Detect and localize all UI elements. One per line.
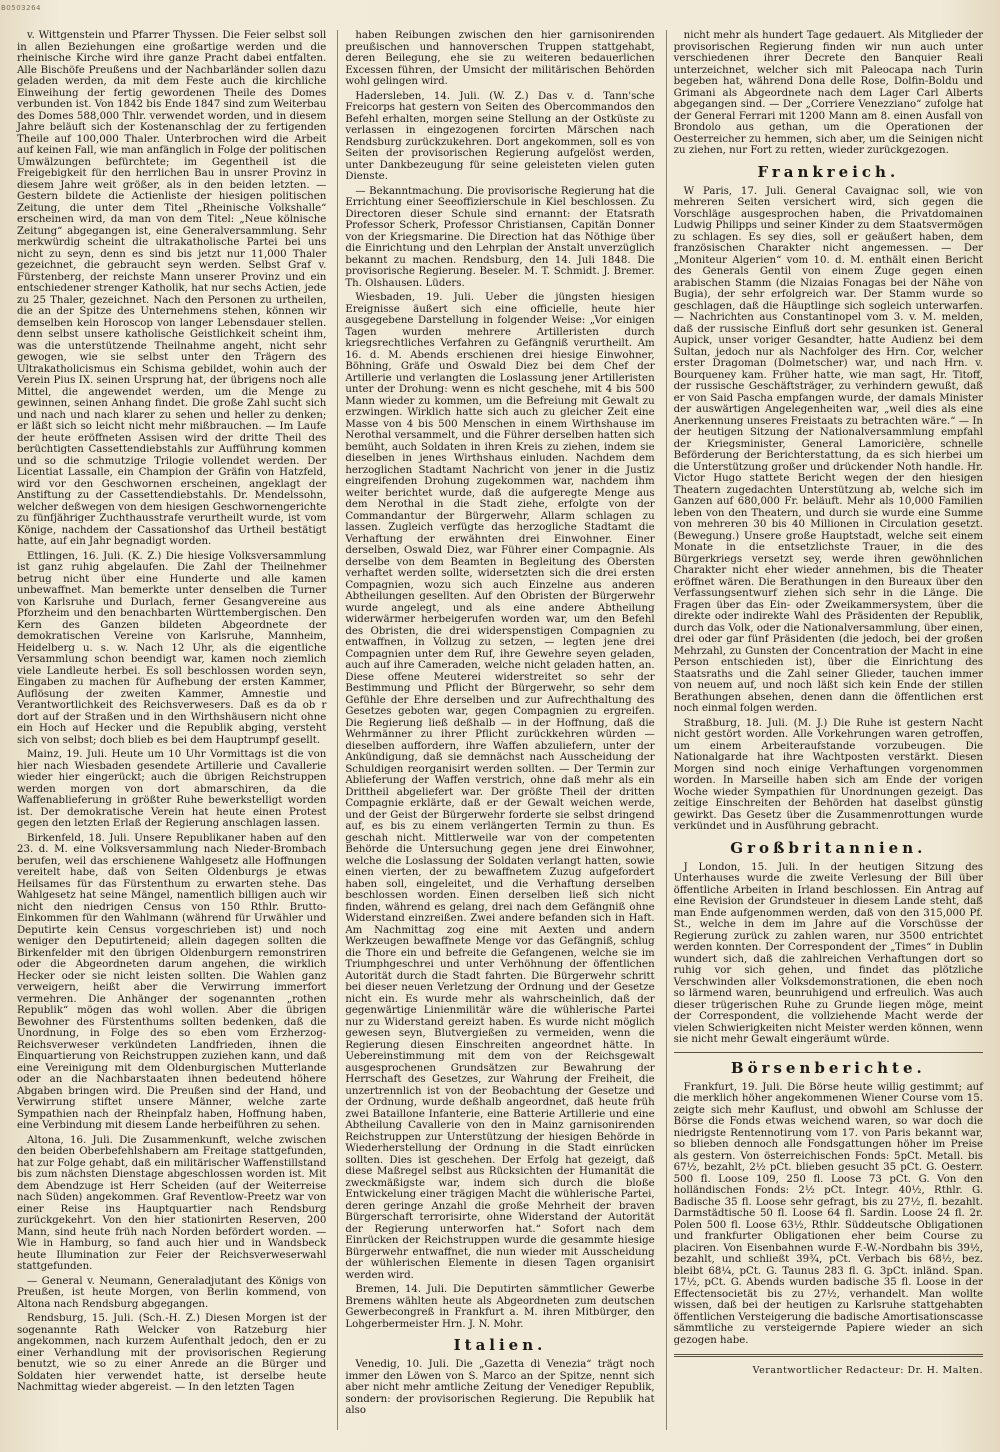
section-divider	[674, 1052, 983, 1053]
column-1	[14, 30, 329, 1430]
section-heading: Frankreich.	[757, 162, 900, 181]
article-paragraph: Birkenfeld, 18. Juli. Unsere Republikaner haben auf den 23. d. M. eine Volksversammlung nach Nieder-Brombach berufen, weil das erschienene Wahlgesetz alle Hoffnungen vereitelt habe, daß von Seiten Oldenburgs je etwas Heilsames für das Fürstenthum zu erwarten stehe. Das Wahlgesetz hat seine Mängel, namentlich billigen auch wir nicht den niedrigen Census von 150 Rthlr. Brutto-Einkommen für den Wahlmann (während für Urwähler und Deputirte kein Census vorgeschrieben ist) und noch weniger den Deputirteneid; allein dagegen sollten die Birkenfelder mit den übrigen Oldenburgern remonstriren oder die Abgeordneten darum angehen, die wirklich Hecker oder sie nicht leisten sollten. Die Wahlen ganz verweigern, heißt aber die Verwirrung immerfort vermehren. Die Anhänger der sogenannten „rothen Republik“ mögen das wohl wollen. Aber die übrigen Bewohner des Fürstenthums sollten bedenken, daß die Unordnung, in Folge des so eben vom Erzherzog-Reichsverweser verkündeten Landfrieden, ihnen die Einquartierung von Reichstruppen zuziehen kann, und daß eine Vereinigung mit dem Oldenburgischen Mutterlande oder an die Nachbarstaaten ihnen bedeutend höhere Abgaben bringen wird. Die Preußen sind der Hand, und Verwirrung stiftet unsere Männer, welche zarte Sympathien nach der Rheinpfalz haben, Hoffnung haben, eine Verbindung mit diesem Lande herbeiführen zu sehen.	[17, 832, 327, 1131]
section-heading: Italien.	[453, 1336, 547, 1354]
archive-stamp: B0503264	[1, 4, 41, 12]
column-3	[666, 30, 986, 1430]
article-paragraph: Venedig, 10. Juli. Die „Gazetta di Venezia“ trägt noch immer den Löwen von S. Marco an der Spitze, nennt sich aber nicht mehr amtliche Zeitung der Venediger Republik, sondern: der provisorischen Regierung. Die Republik hat also	[345, 1359, 655, 1416]
editor-credit: Verantwortlicher Redacteur: Dr. H. Malten.	[752, 1365, 983, 1376]
article-paragraph: Wiesbaden, 19. Juli. Ueber die jüngsten hiesigen Ereignisse äußert sich eine officielle, heute hier ausgegebene Darstellung in folgender Weise: „Vor einigen Tagen wurden mehrere Artilleristen durch kriegsrechtliches Verfahren zu Gefängniß verurtheilt. Am 16. d. M. Abends erschienen drei hiesige Einwohner, Böhning, Gräfe und Oswald Diez bei dem Chef der Artillerie und verlangten die Loslassung jener Artilleristen unter der Drohung: wenn es nicht geschehe, mit 4 bis 500 Mann wieder zu kommen, um die Befreiung mit Gewalt zu erzwingen. Wirklich hatte sich auch zu gleicher Zeit eine Masse von 4 bis 500 Menschen in einem Wirthshause im Nerothal versammelt, und die Führer derselben hatten sich bemüht, auch Soldaten in ihren Kreis zu ziehen, indem sie dieselben in jenes Wirthshaus einluden. Nachdem dem herzoglichen Stadtamt Nachricht von jener in die Justiz eingreifenden Drohung zugekommen war, nachdem ihm weiter berichtet wurde, daß die aufgeregte Menge aus dem Nerothal in die Stadt ziehe, erfolgte von der Commandantur der Bürgerwehr, Allarm schlagen zu lassen. Zugleich verfügte das herzogliche Stadtamt die Verhaftung der erwähnten drei Einwohner. Einer derselben, Oswald Diez, war Führer einer Compagnie. Als derselbe von dem Beamten in Begleitung des Obersten verhaftet werden sollte, widersetzten sich die drei ersten Compagnien, wozu sich auch Einzelne aus anderen Abtheilungen gesellten. Auf den Obristen der Bürgerwehr wurde angelegt, und als eine andere Abtheilung widerwärmer herbeigerufen worden war, um den Befehl des Obristen, die drei widerspenstigen Compagnien zu entwaffnen, in Vollzug zu setzen, — legten jene drei Compagnien unter dem Ruf, ihre Gewehre seyen geladen, auch auf ihre Cameraden, welche nicht geladen hatten, an. Diese offene Meuterei widerstreitet so sehr der Bestimmung und Pflicht der Bürgerwehr, so sehr dem Gefühle der Ehre derselben und zur Aufrechthaltung des Gesetzes geboten war, gegen Compagnien zu ergreifen. Die Regierung ließ deßhalb — in der Hoffnung, daß die Wehrmänner zu ihrer Pflicht zurückkehren würden — dieselben auffordern, ihre Waffen abzuliefern, unter der Ankündigung, daß sie demnächst nach Ausscheidung der Schuldigen reorganisirt werden sollten. — Der Termin zur Ablieferung der Waffen verstrich, ohne daß mehr als ein Drittheil abgeliefert war. Der größte Theil der dritten Compagnie erklärte, daß er der Gewalt weichen werde, und der Geist der Bürgerwehr forderte sie selbst dringend auf, es bis zu einem verlängerten Termin zu thun. Es geschah nicht. Mittlerweile war von der competenten Behörde die Untersuchung gegen jene drei Einwohner, welche die Loslassung der Soldaten verlangt hatten, sowie einen vierten, der zu bewaffnetem Zuzug aufgefordert haben soll, eingeleitet, und die Verhaftung derselben beschlossen worden. Einen derselben ließ sich nicht finden, während es gelang, drei nach dem Gefängniß ohne Widerstand einzreißen. Zwei andere befanden sich in Haft. Am Nachmittag zog eine mit Aexten und andern Werkzeugen bewaffnete Menge vor das Gefängniß, schlug die Thore ein und befreite die Gefangenen, welche sie im Triumphgeschrei und unter Verhöhnung der öffentlichen Autorität durch die Stadt fahrten. Die Bürgerwehr schritt bei dieser neuen Verletzung der Ordnung und der Gesetze nicht ein. Es wurde mehr als wahrscheinlich, daß der gegenwärtige Linienmilitär wäre die wühlerische Partei nur zu Widerstand gereizt haben. Es wurde nicht möglich gewesen seyn, Blutvergießen zu vermeiden, wenn die Regierung diesen Einschreiten angeordnet hätte. In Uebereinstimmung mit dem von der Reichsgewalt ausgesprochenen Grundsätzen zur Bewahrung der Herrschaft des Gesetzes, zur Wahrung der Freiheit, die unzertrennlich ist von der Beobachtung der Gesetze und der Ordnung, wurde deßhalb angeordnet, daß heute früh zwei Bataillone Infanterie, eine Batterie Artillerie und eine Abtheilung Cavallerie von den in Mainz garnisonirenden Reichstruppen zur Unterstützung der hiesigen Behörde in Wiederherstellung der Ordnung in die Stadt einrücken sollten. Dies ist geschehen. Der Erfolg hat gezeigt, daß diese Maßregel selbst aus Rücksichten der Humanität die zweckmäßigste war, indem sich durch die bloße Entwickelung einer trägigen Macht die wühlerische Partei, deren geringe Anzahl die große Mehrheit der braven Bürgerschaft terrorisirte, ohne Widerstand der Autorität der Regierung unterworfen hat.“ Sofort nach dem Einrücken der Reichstruppen wurde die gesammte hiesige Bürgerwehr entwaffnet, die nun wieder mit Ausscheidung der wühlerischen Elemente in diesen Tagen organisirt werden wird.	[345, 292, 655, 1281]
article-paragraph: Ettlingen, 16. Juli. (K. Z.) Die hiesige Volksversammlung ist ganz ruhig abgelaufen. Die Zahl der Theilnehmer betrug nicht über eine Hunderte und alle kamen unbewaffnet. Man bemerkte unter denselben die Turner von Karlsruhe und Durlach, ferner Gesangvereine aus Pforzheim und den benachbarten Württembergischen. Den Kern des Ganzen bildeten Abgeordnete der demokratischen Vereine von Karlsruhe, Mannheim, Heidelberg u. s. w. Nach 12 Uhr, als die eigentliche Versammlung schon beendigt war, kamen noch ziemlich viele Landleute herbei. Es soll beschlossen worden seyn, Eingaben zu machen für Aufhebung der ersten Kammer, Auflösung der zweiten Kammer, Amnestie und Verantwortlichkeit des Reichsverwesers. Daß es da ob r dort auf der Straßen und in den Wirthshäusern nicht ohne ein Hoch auf Hecker und die Republik abging, versteht sich von selbst; doch blieb es bei dem Hauptrumpf gesellt.	[17, 550, 327, 746]
article-paragraph: Frankfurt, 19. Juli. Die Börse heute willig gestimmt; auf die merklich höher angekommenen Wiener Course vom 15. zeigte sich mehr Kauflust, und obwohl am Schlusse der Börse die Fonds etwas weichend waren, so war doch die niedrigste Rentennotirung vom 17. von Paris bekannt war, so blieben dennoch alle Fondsgattungen höher im Preise als gestern. Von österreichischen Fonds: 5pCt. Metall. bis 67½, bezahlt, 2½ pCt. blieben gesucht 35 pCt. G. Oesterr. 500 fl. Loose 109, 250 fl. Loose 73 pCt. G. Von den holländischen Fonds: 2½ pCt. Integr. 40½, Rthlr. G. Badische 35 fl. Loose sehr gefragt, bis zu 27½, fl. bezahlt. Darmstädtische 50 fl. Loose 64 fl. Sardin. Loose 24 fl. 2r. Polen 500 fl. Loose 63½, Rthlr. Süddeutsche Obligationen und frankfurter Obligationen eher beim Course zu placiren. Von Eisenbahnen wurde F.-W.-Nordbahn bis 39½, bezahlt, und schließt 39¾, pCt. Verbach bis 68½, bez. bleibt 68¼, pCt. G. Taunus 283 fl. G. 3pCt. inländ. Span. 17½, pCt. G. Abends wurden badische 35 fl. Loose in der Effectensocietät bis zu 27½, verhandelt. Man wollte wissen, daß bei der heutigen zu Karlsruhe stattgehabten öffentlichen Versteigerung die badische Amortisationscasse sämmtliche zu versteigernde Papiere wieder an sich gezogen habe.	[673, 1081, 983, 1346]
article-paragraph: — General v. Neumann, Generaladjutant des Königs von Preußen, ist heute Morgen, von Berlin kommend, von Altona nach Rendsburg abgegangen.	[17, 1275, 327, 1310]
article-paragraph: Altona, 16. Juli. Die Zusammenkunft, welche zwischen den beiden Oberbefehlshabern am Freitage stattgefunden, hat zur Folge gehabt, daß ein militärischer Waffenstillstand bis zum nächsten Dienstage abgeschlossen worden ist. Mit dem Abendzuge ist Herr Scheiden (auf der Weiterreise nach Süden) angekommen. Graf Reventlow-Preetz war von einer Reise ins Hauptquartier nach Rendsburg zurückgekehrt. Von den hier stationirten Reserven, 200 Mann, sind heute früh nach Norden befördert worden. — Wie in Hamburg, so fand auch hier und in Wandsbeck heute Illumination zur Feier der Reichsverweserwahl stattgefunden.	[17, 1134, 327, 1272]
article-paragraph: J London, 15. Juli. In der heutigen Sitzung des Unterhauses wurde die zweite Verlesung der Bill über öffentliche Arbeiten in Irland beschlossen. Ein Antrag auf eine Revision der Grundsteuer in diesem Lande steht, daß man Ende aufgenommen werden, daß von den 315,000 Pf. St., welche in dem im Jahre auf die Vorschüsse der Regierung zurück zu zahlen waren, nur 3500 entrichtet werden konnten. Der Correspondent der „Times“ in Dublin wundert sich, daß die zahlreichen Verhaftungen dort so ruhig vor sich gehen, und findet das plötzliche Verschwinden aller Volksdemonstrationen, die eben noch so lärmend waren, beunruhigend und erfreulich. Was auch dieser trügerischen Ruhe zu Grunde liegen möge, meint der Correspondent, die vollziehende Macht werde der vielen Schwierigkeiten nicht Meister werden können, wenn sie nicht mehr Gewalt eingeräumt würde.	[673, 861, 983, 1045]
article-paragraph: Hadersleben, 14. Juli. (W. Z.) Das v. d. Tann'sche Freicorps hat gestern von Seiten des Obercommandos den Befehl erhalten, morgen seine Stellung an der Ostküste zu verlassen in eingezogenen forcirten Märschen nach Rendsburg zurückzukehren. Dort angekommen, soll es von Seiten der provisorischen Regierung aufgelöst werden, unter Dankbezeugung für seine geleisteten vielen guten Dienste.	[345, 90, 655, 182]
article-paragraph: W Paris, 17. Juli. General Cavaignac soll, wie von mehreren Seiten versichert wird, sich gegen die Vorschläge ausgesprochen haben, die Privatdomainen Ludwig Philipps und seiner Kinder zu dem Staatsvermögen zu schlagen. Es sey dies, soll er geäußert haben, dem französischen Charakter nicht angemessen. — Der „Moniteur Algerien“ vom 10. d. M. enthält einen Bericht des Generals Gentil von einem Zuge gegen einen arabischen Stamm (die Nizaias Fonagas bei der Nähe von Bugia), der sehr erfolgreich war. Der Stamm wurde so geschlagen, daß die Häuptlinge sich sogleich unterwarfen. — Nachrichten aus Constantinopel vom 3. v. M. melden, daß der russische Einfluß dort sehr gesunken ist. General Aupick, unser voriger Gesandter, hatte Audienz bei dem Sultan, jedoch nur als Nachfolger des Hrn. Cor, welcher erster Dragoman (Dolmetscher) war, und nach Hrn. v. Bourqueney kam. Früher hatte, wie man sagt, Hr. Titoff, der russische Geschäftsträger, zu verhindern gewußt, daß er von Said Pascha empfangen wurde, der damals Minister der auswärtigen Angelegenheiten war, „weil dies als eine Anerkennung unseres Freistaats zu betrachten wäre.“ — In der heutigen Sitzung der Nationalversammlung empfahl der Kriegsminister, General Lamoricière, schnelle Beförderung der Berichterstattung, da es sich hierbei um die Unterstützung großer und drückender Noth handle. Hr. Victor Hugo stattete Bericht wegen der den hiesigen Theatern zugedachten Unterstützung ab, welche sich im Ganzen auf 680,000 Fr. beläuft. Mehr als 10,000 Familien leben von den Theatern, und durch sie wurde eine Summe von mehreren 30 bis 40 Millionen in Circulation gesetzt. (Bewegung.) Unsere große Hauptstadt, welche seit einem Monate in die entsetzlichste Trauer, in die des Bürgerkriegs versetzt sey, werde ihren gewöhnlichen Charakter nicht eher wieder annehmen, bis die Theater eröffnet wären. Die Berathungen in den Bureaux über den Verfassungsentwurf ziehen sich sehr in die Länge. Die Fragen über das Ein- oder Zweikammersystem, über die direkte oder indirekte Wahl des Präsidenten der Republik, durch das Volk, oder die Nationalversammlung, über einen, drei oder gar fünf Präsidenten (die jedoch, bei der großen Mehrzahl, zu Gunsten der Concentration der Macht in eine Person entschieden ist), über die Einrichtung des Staatsraths und die Zahl seiner Glieder, tauchen immer von neuem auf, und noch läßt sich kein Ende der stillen Berathungen absehen, denen dann die öffentlichen erst noch einmal folgen werden.	[673, 185, 983, 714]
article-paragraph: Rendsburg, 15. Juli. (Sch.-H. Z.) Diesen Morgen ist der sogenannte Rath Welcker von Ratzeburg hier angekommen, nach kurzem Aufenthalt jedoch, den er zu einer Verhandlung mit der provisorischen Regierung benutzt, wie so zu einer Anrede an die Bürger und Soldaten hier verwendet hatte, ist derselbe heute Nachmittag wieder abgereist. — In den letzten Tagen	[17, 1313, 327, 1393]
columns	[14, 30, 986, 1430]
section-heading: Großbritannien.	[730, 838, 927, 857]
article-paragraph: Mainz, 19. Juli. Heute um 10 Uhr Vormittags ist die von hier nach Wiesbaden gesendete Artillerie und Cavallerie wieder hier eingerückt; auch die übrigen Reichstruppen werden morgen von dort abmarschiren, da die Waffenablieferung in größter Ruhe bewerkstelligt worden ist. Der demokratische Verein hat heute einen Protest gegen den letzten Erlaß der Regierung anschlagen lassen.	[17, 749, 327, 829]
article-paragraph: v. Wittgenstein und Pfarrer Thyssen. Die Feier selbst soll in allen Beziehungen eine großartige werden und die rheinische Kirche wird ihre ganze Pracht dabei entfalten. Alle Bischöfe Preußens und der Nachbarländer sollen dazu geladen werden, da mit dem Feste auch die kirchliche Einweihung der fertig gewordenen Theile des Domes verbunden ist. Von 1842 bis Ende 1847 sind zum Weiterbau des Domes 588,000 Thlr. verwendet worden, und in diesem Jahre beläuft sich der Kostenanschlag der zu fertigenden Theile auf 100,000 Thaler. Unterbrochen wird die Arbeit auf keinen Fall, wie man anfänglich in Folge der politischen Umwälzungen befürchtete; im Gegentheil ist die Freigebigkeit für den herrlichen Bau in unsrer Provinz in diesem Jahre weit größer, als in den beiden letzten. — Gestern bildete die Actienliste der hiesigen politischen Zeitung, die unter dem Titel „Rheinische Volkshalle“ erscheinen wird, da man von dem Titel: „Neue kölnische Zeitung“ abgegangen ist, eine Generalversammlung. Sehr merkwürdig scheint die ultrakatholische Partei bei uns nicht zu seyn, denn es sind bis jetzt nur 11,000 Thaler gezeichnet, die gebraucht seyn werden. Selbst Graf v. Fürstenberg, der reichste Mann unserer Provinz und ein entschiedener strenger Katholik, hat nur sechs Actien, jede zu 25 Thaler, gezeichnet. Nach den Personen zu urtheilen, die an der Spitze des Unternehmens stehen, können wir demselben kein Horoscop von langer Lebensdauer stellen. denn selbst unsere katholische Geistlichkeit scheint ihm, was die unterstützende Theilnahme angeht, nicht sehr gewogen, wie sie selbst unter den Trägern des Ultrakatholicismus ein Schisma gebildet, wohin auch der Verein Pius IX. seinen Ursprung hat, der übrigens noch alle Mittel, die angewendet werden, um die Menge zu gewinnen, seinen Anhang findet. Die große Zahl sucht sich und nach und nach klarer zu sehen und heller zu denken; er läßt sich so leicht nicht mehr mißbrauchen. — Im Laufe der heute eröffneten Assisen wird der dritte Theil des berüchtigten Cassettendiebstahls zur Aufführung kommen und so die schmutzige Trilogie vollendet werden. Der Licentiat Lassalle, ein Champion der Gräfin von Hatzfeld, wird vor den Geschwornen erscheinen, angeklagt der Anstiftung zu der Cassettendiebstahls. Dr. Mendelssohn, welcher deßwegen von dem hiesigen Geschwornengerichte zu fünfjähriger Zuchthausstrafe verurtheilt wurde, ist vom Könige, nachdem der Cassationshof das Urtheil bestätigt hatte, auf ein Jahr begnadigt worden.	[17, 30, 327, 547]
article-paragraph: Straßburg, 18. Juli. (M. J.) Die Ruhe ist gestern Nacht nicht gestört worden. Alle Vorkehrungen waren getroffen, um einem Arbeiteraufstande vorzubeugen. Die Nationalgarde hat ihre Wachtposten verstärkt. Diesen Morgen sind noch einige Verhaftungen vorgenommen worden. In Marseille haben sich am Ende der vorigen Woche wieder Sympathien für Unordnungen gezeigt. Das zeitige Einschreiten der Behörden hat daselbst günstig gewirkt. Das Gesetz über die Zusammenrottungen wurde verkündet und in Ausführung gebracht.	[673, 717, 983, 832]
column-2	[337, 30, 657, 1430]
article-paragraph: Bremen, 14. Juli. Die Deputirten sämmtlicher Gewerbe Bremens wählten heute als Abgeordneten zum deutschen Gewerbecongreß in Frankfurt a. M. ihren Mitbürger, den Lohgerbermeister Hrn. J. N. Mohr.	[345, 1284, 655, 1330]
article-paragraph: haben Reibungen zwischen den hier garnisonirenden preußischen und hannoverschen Truppen stattgehabt, deren Beilegung, ehe sie zu weiteren bedauerlichen Excessen führen, der Umsicht der militärischen Behörden wohl gelingen wird.	[345, 30, 655, 87]
article-paragraph: nicht mehr als hundert Tage gedauert. Als Mitglieder der provisorischen Regierung finden wir nun auch unter verschiedenen ihrer Decrete den Banquier Reali unterzeichnet, welcher sich mit Paleocapa nach Turin begeben hat, während Dona delle Rose, Dolfin-Boldu und Grimani als Abgeordnete nach dem Lager Carl Alberts abgegangen sind. — Der „Corriere Venezziano“ zufolge hat der General Ferrari mit 1200 Mann am 8. einen Ausfall von Brondolo aus gethan, um die Operationen der Oesterreicher zu hemmen, sich aber, um die Seinigen nicht zu ziehen, nur Fort zu retten, wieder zurückgezogen.	[673, 30, 983, 156]
article-paragraph: — Bekanntmachung. Die provisorische Regierung hat die Errichtung einer Seeoffizierschule in Kiel beschlossen. Zu Directoren dieser Schule sind ernannt: der Etatsrath Professor Scherk, Professor Christiansen, Capitän Donner von der Kriegsmarine. Die Direction hat das Nöthige über die Einrichtung und den Lehrplan der Anstalt unverzüglich bekannt zu machen. Rendsburg, den 14. Juli 1848. Die provisorische Regierung. Beseler. M. T. Schmidt. J. Bremer. Th. Olshausen. Lüders.	[345, 185, 655, 289]
footer-divider	[674, 1354, 983, 1357]
section-heading: Börsenberichte.	[730, 1058, 926, 1077]
